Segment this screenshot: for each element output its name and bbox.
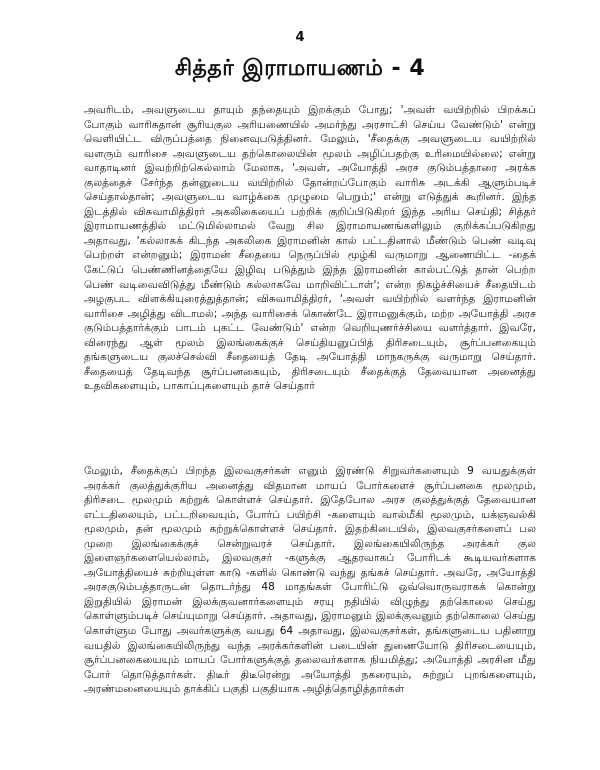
- page-number: 4: [295, 30, 305, 45]
- paragraph-2: மேலும், சீதைக்குப் பிறந்த இலவகுசர்கள் எனும் இரண்டு சிறுவர்களையும் 9 வயதுக்குள் அரக்கர் குலத்துக்குரிய அனைத்து விதமான மாயப் போர்களைச் சூர்ப்பனகை மூலமும், திரிசடை மூலமும் கற்றுக் கொள்ளச் செய்தார். இதேபோல அரச குலத்துக்குத் தேவையான எட்டதிலையும், பட்டறிவையும், போர்ப் பயிற்சி -களையும் வால்மீகி மூலமும், யக்ஞவல்கி மூலமும், தன் மூலமும் கற்றுக்கொள்ளச் செய்தார். இதற்கிடையில், இலவகுசர்களைப் பல முறை இலங்கைக்குச் சென்றுவரச் செய்தார். இலங்கையிலிருந்த அரக்கர் குல இளைஞர்களையெல்லாம், இலவகுசர் -களுக்கு ஆதரவாகப் போரிடக் கூடியவர்களாக அயோத்தியைச் சுற்றியுள்ள காடு -களில் கொண்டு வந்து தங்கச் செய்தார். அவரே, அயோத்தி அரசகுடும்பத்தாருடன் தொடர்ந்து 48 மாதங்கள் போரிட்டு ஒவ்வொருவராகக் கொன்று இறுதியில் இராமன் இலக்குவனார்களையும் சரயு நதியில் விழுந்து தற்கொலை செய்து கொள்ளும்படிச் செய்யுமாறு செய்தார். அதாவது, இராமனும் இலக்குவனும் தற்கொலை செய்து கொள்ளும போது அவர்களுக்கு வயது 64 அதாவது, இலவகுசர்கள், தங்களுடைய பதினாறு வயதில் இலங்கையிலிருந்து வந்த அரக்கர்களின் படையின் துணையோடு திரிசடையையும், சூர்ப்பனகையையும் மாயப் போர்களுக்குத் தலைவர்களாக நியமித்து; அயோத்தி அரசின மீது போர் தொடுத்தார்கள். திடீர் திடீரென்று அயோத்தி நகரையும், சுற்றுப் புறங்களையும், அரண்மனையையும் தாக்கிப் பகுதி பகுதியாக அழித்தொழித்தார்கள்: [84, 465, 536, 696]
- paragraph-1: அவரிடம், அவளுடைய தாயும் தந்தையும் இறக்கும் போது; 'அவள் வயிற்றில் பிறக்கப் போகும் வாரிசுதான் சூரியகுல அரியணையில் அமர்ந்து அரசாட்சி செய்ய வேண்டும்' என்று வெளியிட்ட விருப்பத்தை நினைவுபடுத்தினர். மேலும், 'சீதைக்கு அவளுடைய வயிற்றில் வளரும் வாரிசை அவளுடைய தற்கொலையின் மூலம் அழிப்பதற்கு உரிமையில்லை; என்று வாதாடினர் இவற்றிற்கெல்லாம் மேலாக, 'அவள், அயோத்தி அரச குடும்பத்தாரை அரக்க குலத்தைச் சேர்ந்த தன்னுடைய வயிற்றில் தோன்றப்போகும் வாரிசு அடக்கி ஆளும்படிச் செய்தால்தான்; அவளுடைய வாழ்க்கை முழுமை பெறும்;' என்று எடுத்துக் கூறினர். இந்த இடத்தில் விசுவாமித்திரர் அகலிகையைப் பற்றிக் குறிப்பிடுகிறர் இந்த அரிய செய்தி; சித்தர் இராமாயணத்தில் மட்டுமில்லாமல் வேறு சில இராமாயணங்களிலும் குறிக்கப்படுகிறது அதாவது, 'கல்லாகக் கிடந்த அகலிகை இராமனின் கால் பட்டதினால் மீண்டும் பெண் வடிவு பெற்றள் என்றனும்; இராமன் சீதையை நெருப்பில் மூழ்கி வருமாறு ஆணையிட்ட -தைக் கேட்டுப் பெண்ணினத்தையே இழிவு படுத்தும் இந்த இராமனின் கால்பட்டுத் தான் பெற்ற பெண் வடிவைவிடுத்து மீண்டும் கல்லாகவே மாறிவிட்டாள்'; என்ற நிகழ்ச்சியைச் சீதையிடம் அழகுபட விளக்கியுரைத்துத்தான்; விசுவாமித்திரர், 'அவள் வயிற்றில் வளர்ந்த இராமனின் வாரிசை அழித்து விடாமல்; அந்த வாரிசைக் கொண்டே இராமனுக்கும், மற்ற அயோத்தி அரச குடும்பத்தார்க்கும் பாடம் புகட்ட வேண்டும்' என்ற வெறியுணர்ச்சியை வளர்த்தார். இவரே, விரைந்து ஆள் மூலம் இலங்கைக்குச் செய்தியனுப்பித் திரிசடையும், சூர்ப்பனகையும் தங்களுடைய குலச்செல்வி சீதையைத் தேடி அயோத்தி மாநகருக்கு வருமாறு செய்தார். சீதையைத் தேடிவந்த சூர்ப்பனகையும், திரிசடையும் சீதைக்குத் தேவையான அனைத்து உதவிகளையும், பாகாப்புகளையும் தாச் செய்தார்: [84, 104, 536, 393]
- page-title: சித்தர் இராமாயணம் - 4: [174, 56, 426, 81]
